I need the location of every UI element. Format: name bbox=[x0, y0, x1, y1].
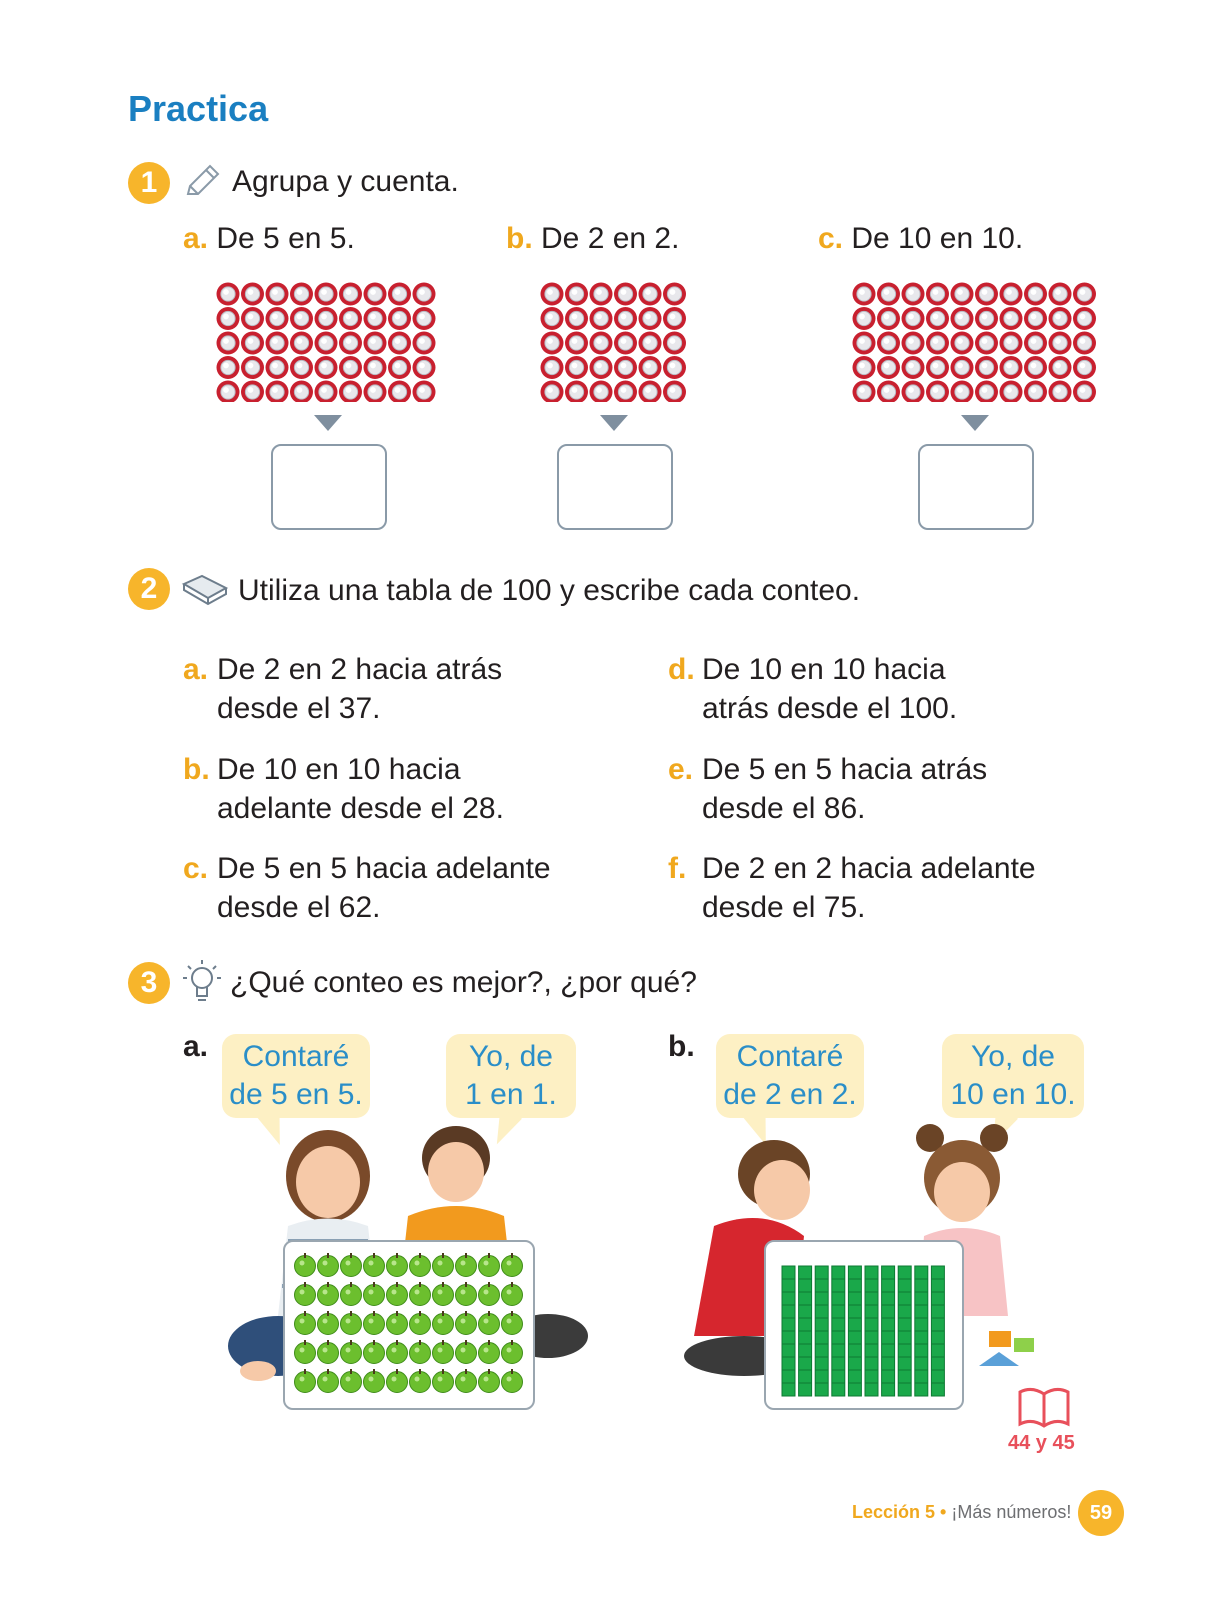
counter bbox=[663, 356, 686, 379]
footer-separator: • bbox=[940, 1502, 947, 1522]
counter bbox=[290, 332, 313, 355]
counter bbox=[290, 307, 313, 330]
counter bbox=[1000, 332, 1023, 355]
apple bbox=[410, 1369, 431, 1393]
apple bbox=[502, 1340, 523, 1364]
counter bbox=[951, 307, 974, 330]
apple bbox=[364, 1369, 385, 1393]
counter bbox=[290, 283, 313, 306]
counter bbox=[565, 307, 588, 330]
tens-rod bbox=[931, 1266, 944, 1396]
apple bbox=[341, 1253, 362, 1277]
item-line1: De 10 en 10 hacia bbox=[217, 753, 461, 786]
counter bbox=[413, 283, 436, 306]
item-letter: c. bbox=[183, 852, 209, 885]
apple bbox=[364, 1311, 385, 1335]
counter bbox=[290, 356, 313, 379]
tens-rod bbox=[799, 1266, 812, 1396]
counter bbox=[241, 307, 264, 330]
exercise-1-item-c bbox=[818, 222, 1023, 256]
apple bbox=[318, 1282, 339, 1306]
item-letter: f. bbox=[668, 852, 687, 885]
apple bbox=[410, 1340, 431, 1364]
counter bbox=[614, 332, 637, 355]
item-line2: atrás desde el 100. bbox=[702, 692, 958, 725]
book-icon bbox=[1016, 1384, 1072, 1430]
apple bbox=[387, 1369, 408, 1393]
counter bbox=[1073, 356, 1096, 379]
counter bbox=[339, 283, 362, 306]
apple bbox=[387, 1282, 408, 1306]
bubble-line1: Contaré bbox=[242, 1040, 350, 1073]
counter bbox=[639, 356, 662, 379]
reference-pages: 44 y 45 bbox=[1008, 1432, 1075, 1454]
counter bbox=[590, 356, 613, 379]
counter bbox=[315, 283, 338, 306]
apple bbox=[410, 1311, 431, 1335]
counter bbox=[902, 332, 925, 355]
item-letter: e. bbox=[668, 753, 694, 786]
apple bbox=[456, 1369, 477, 1393]
apple bbox=[295, 1340, 316, 1364]
counter bbox=[877, 332, 900, 355]
tens-rod bbox=[898, 1266, 911, 1396]
apple bbox=[456, 1311, 477, 1335]
counter bbox=[541, 381, 564, 403]
answer-box-b[interactable] bbox=[557, 444, 673, 530]
item-line2: desde el 86. bbox=[702, 792, 866, 825]
item-line2: desde el 62. bbox=[217, 891, 381, 924]
counter bbox=[541, 332, 564, 355]
apple bbox=[456, 1282, 477, 1306]
counter bbox=[266, 307, 289, 330]
apple bbox=[433, 1311, 454, 1335]
counter bbox=[541, 307, 564, 330]
apple bbox=[433, 1253, 454, 1277]
counter bbox=[975, 381, 998, 403]
speech-bubble-girl-a bbox=[222, 1034, 370, 1118]
counter bbox=[217, 356, 240, 379]
counter bbox=[241, 332, 264, 355]
page-number: 59 bbox=[1078, 1490, 1124, 1536]
counter bbox=[413, 381, 436, 403]
item-line1: De 2 en 2 hacia atrás bbox=[217, 653, 503, 686]
apple bbox=[364, 1253, 385, 1277]
counter bbox=[364, 381, 387, 403]
counter bbox=[663, 381, 686, 403]
counter bbox=[315, 356, 338, 379]
exercise-1-number: 1 bbox=[128, 162, 170, 204]
counter bbox=[315, 332, 338, 355]
apple bbox=[318, 1369, 339, 1393]
apple bbox=[456, 1253, 477, 1277]
apple bbox=[433, 1340, 454, 1364]
counter bbox=[1000, 356, 1023, 379]
apple bbox=[295, 1369, 316, 1393]
counter bbox=[853, 332, 876, 355]
bubble-line1: Yo, de bbox=[971, 1040, 1055, 1073]
counter-grid-b bbox=[540, 282, 690, 402]
exercise-1-item-a bbox=[183, 222, 355, 256]
apple bbox=[295, 1311, 316, 1335]
apple bbox=[502, 1253, 523, 1277]
exercise-1-instruction: Agrupa y cuenta. bbox=[232, 165, 459, 198]
counter bbox=[926, 332, 949, 355]
counter bbox=[902, 283, 925, 306]
counter bbox=[217, 307, 240, 330]
counter bbox=[853, 381, 876, 403]
apple bbox=[295, 1253, 316, 1277]
exercise-2-item-a bbox=[183, 650, 603, 728]
counter bbox=[902, 381, 925, 403]
counter bbox=[1049, 356, 1072, 379]
counter bbox=[565, 283, 588, 306]
counter bbox=[926, 307, 949, 330]
item-letter: b. bbox=[183, 753, 210, 786]
apple bbox=[479, 1340, 500, 1364]
exercise-2-item-e bbox=[668, 750, 1088, 828]
exercise-3-item-b-letter: b. bbox=[668, 1030, 695, 1063]
counter bbox=[877, 307, 900, 330]
counter bbox=[266, 283, 289, 306]
counter bbox=[1073, 307, 1096, 330]
item-letter: c. bbox=[818, 222, 844, 255]
lightbulb-icon bbox=[180, 956, 224, 1006]
apple bbox=[479, 1282, 500, 1306]
counter bbox=[388, 283, 411, 306]
counter bbox=[639, 332, 662, 355]
speech-bubble-girl-b bbox=[942, 1034, 1084, 1118]
counter bbox=[951, 381, 974, 403]
counter bbox=[663, 332, 686, 355]
counter bbox=[266, 356, 289, 379]
exercise-2-item-c bbox=[183, 849, 603, 927]
counter bbox=[951, 332, 974, 355]
counter bbox=[388, 381, 411, 403]
apple bbox=[364, 1340, 385, 1364]
counter bbox=[663, 307, 686, 330]
counter bbox=[541, 356, 564, 379]
counter bbox=[951, 283, 974, 306]
item-letter: b. bbox=[506, 222, 533, 255]
counter bbox=[339, 381, 362, 403]
counter bbox=[413, 356, 436, 379]
counter bbox=[339, 356, 362, 379]
tens-rods bbox=[766, 1242, 962, 1408]
counter bbox=[663, 283, 686, 306]
counter bbox=[364, 332, 387, 355]
counter bbox=[853, 283, 876, 306]
counter bbox=[902, 307, 925, 330]
counter bbox=[1024, 332, 1047, 355]
pencil-icon bbox=[182, 162, 222, 202]
bubble-line2: 1 en 1. bbox=[465, 1078, 557, 1111]
item-text: De 5 en 5. bbox=[216, 222, 355, 255]
counter bbox=[339, 307, 362, 330]
apple bbox=[479, 1369, 500, 1393]
counter bbox=[853, 356, 876, 379]
apple bbox=[479, 1253, 500, 1277]
counter bbox=[590, 307, 613, 330]
counter bbox=[266, 381, 289, 403]
counter bbox=[217, 381, 240, 403]
item-line1: De 5 en 5 hacia adelante bbox=[217, 852, 551, 885]
counter bbox=[217, 283, 240, 306]
counter bbox=[266, 332, 289, 355]
item-letter: a. bbox=[183, 653, 209, 686]
exercise-3-number: 3 bbox=[128, 962, 170, 1004]
counter bbox=[388, 356, 411, 379]
apple bbox=[318, 1311, 339, 1335]
counter bbox=[975, 283, 998, 306]
exercise-1-item-b bbox=[506, 222, 679, 256]
apple bbox=[295, 1282, 316, 1306]
counter bbox=[877, 283, 900, 306]
footer-lesson bbox=[852, 1502, 1071, 1523]
tens-rod bbox=[815, 1266, 828, 1396]
apple bbox=[502, 1282, 523, 1306]
counter bbox=[926, 283, 949, 306]
counter bbox=[1073, 283, 1096, 306]
counter bbox=[853, 307, 876, 330]
exercise-2-number: 2 bbox=[128, 568, 170, 610]
bubble-line2: de 5 en 5. bbox=[229, 1078, 363, 1111]
counter bbox=[413, 307, 436, 330]
speech-bubble-boy-b bbox=[716, 1034, 864, 1118]
item-line1: De 2 en 2 hacia adelante bbox=[702, 852, 1036, 885]
counter bbox=[565, 332, 588, 355]
counter bbox=[590, 332, 613, 355]
counter bbox=[388, 307, 411, 330]
counter bbox=[975, 332, 998, 355]
apple-card bbox=[283, 1240, 535, 1410]
counter bbox=[1024, 356, 1047, 379]
counter bbox=[565, 356, 588, 379]
tens-rod bbox=[865, 1266, 878, 1396]
counter bbox=[639, 283, 662, 306]
tens-rod bbox=[915, 1266, 928, 1396]
counter bbox=[217, 332, 240, 355]
apple bbox=[410, 1253, 431, 1277]
counter bbox=[877, 381, 900, 403]
counter bbox=[1000, 283, 1023, 306]
counter bbox=[614, 307, 637, 330]
exercise-3-instruction: ¿Qué conteo es mejor?, ¿por qué? bbox=[230, 966, 697, 999]
counter bbox=[975, 307, 998, 330]
counter bbox=[413, 332, 436, 355]
apple bbox=[387, 1340, 408, 1364]
apple bbox=[456, 1340, 477, 1364]
item-text: De 10 en 10. bbox=[851, 222, 1024, 255]
counter bbox=[1073, 381, 1096, 403]
tens-rod bbox=[882, 1266, 895, 1396]
counter bbox=[590, 381, 613, 403]
apple bbox=[387, 1253, 408, 1277]
page-title: Practica bbox=[128, 88, 269, 129]
exercise-2-item-b bbox=[183, 750, 603, 828]
rods-card bbox=[764, 1240, 964, 1410]
bubble-line2: 10 en 10. bbox=[950, 1078, 1076, 1111]
down-arrow-icon bbox=[600, 415, 628, 431]
item-line2: adelante desde el 28. bbox=[217, 792, 504, 825]
apple bbox=[341, 1282, 362, 1306]
counter bbox=[639, 381, 662, 403]
exercise-2-instruction: Utiliza una tabla de 100 y escribe cada conteo. bbox=[238, 574, 861, 607]
apple bbox=[502, 1311, 523, 1335]
counter-grid-a bbox=[216, 282, 441, 402]
apple-grid bbox=[285, 1242, 533, 1408]
counter-grid-c bbox=[852, 282, 1102, 402]
counter bbox=[241, 283, 264, 306]
bubble-line2: de 2 en 2. bbox=[723, 1078, 857, 1111]
counter bbox=[614, 381, 637, 403]
counter bbox=[926, 356, 949, 379]
counter bbox=[590, 283, 613, 306]
apple bbox=[341, 1340, 362, 1364]
apple bbox=[318, 1253, 339, 1277]
apple bbox=[341, 1369, 362, 1393]
exercise-2-item-f bbox=[668, 849, 1088, 927]
answer-box-a[interactable] bbox=[271, 444, 387, 530]
apple bbox=[387, 1311, 408, 1335]
counter bbox=[614, 283, 637, 306]
hundred-chart-icon bbox=[180, 572, 230, 608]
counter bbox=[290, 381, 313, 403]
counter bbox=[315, 307, 338, 330]
apple bbox=[318, 1340, 339, 1364]
apple bbox=[479, 1311, 500, 1335]
bubble-line1: Yo, de bbox=[469, 1040, 553, 1073]
apple bbox=[502, 1369, 523, 1393]
item-line2: desde el 75. bbox=[702, 891, 866, 924]
apple bbox=[341, 1311, 362, 1335]
counter bbox=[1000, 381, 1023, 403]
down-arrow-icon bbox=[314, 415, 342, 431]
item-text: De 2 en 2. bbox=[541, 222, 680, 255]
counter bbox=[877, 356, 900, 379]
item-line1: De 5 en 5 hacia atrás bbox=[702, 753, 988, 786]
counter bbox=[1024, 283, 1047, 306]
counter bbox=[1024, 307, 1047, 330]
tens-rod bbox=[848, 1266, 861, 1396]
counter bbox=[614, 356, 637, 379]
item-line2: desde el 37. bbox=[217, 692, 381, 725]
counter bbox=[1000, 307, 1023, 330]
counter bbox=[1049, 332, 1072, 355]
counter bbox=[639, 307, 662, 330]
counter bbox=[975, 356, 998, 379]
exercise-2-item-d bbox=[668, 650, 1088, 728]
speech-bubble-boy-a bbox=[446, 1034, 576, 1118]
apple bbox=[364, 1282, 385, 1306]
counter bbox=[1073, 332, 1096, 355]
counter bbox=[241, 356, 264, 379]
counter bbox=[364, 356, 387, 379]
counter bbox=[1049, 381, 1072, 403]
item-line1: De 10 en 10 hacia bbox=[702, 653, 946, 686]
counter bbox=[951, 356, 974, 379]
item-letter: d. bbox=[668, 653, 695, 686]
tens-rod bbox=[782, 1266, 795, 1396]
answer-box-c[interactable] bbox=[918, 444, 1034, 530]
lesson-topic: ¡Más números! bbox=[951, 1502, 1072, 1522]
counter bbox=[1024, 381, 1047, 403]
counter bbox=[339, 332, 362, 355]
apple bbox=[410, 1282, 431, 1306]
down-arrow-icon bbox=[961, 415, 989, 431]
lesson-label: Lección 5 bbox=[852, 1502, 936, 1522]
apple bbox=[433, 1282, 454, 1306]
counter bbox=[1049, 283, 1072, 306]
counter bbox=[541, 283, 564, 306]
counter bbox=[926, 381, 949, 403]
exercise-3-item-a-letter: a. bbox=[183, 1030, 209, 1063]
tens-rod bbox=[832, 1266, 845, 1396]
counter bbox=[1049, 307, 1072, 330]
counter bbox=[364, 307, 387, 330]
counter bbox=[902, 356, 925, 379]
item-letter: a. bbox=[183, 222, 209, 255]
counter bbox=[364, 283, 387, 306]
counter bbox=[565, 381, 588, 403]
apple bbox=[433, 1369, 454, 1393]
counter bbox=[315, 381, 338, 403]
counter bbox=[388, 332, 411, 355]
counter bbox=[241, 381, 264, 403]
bubble-line1: Contaré bbox=[736, 1040, 844, 1073]
